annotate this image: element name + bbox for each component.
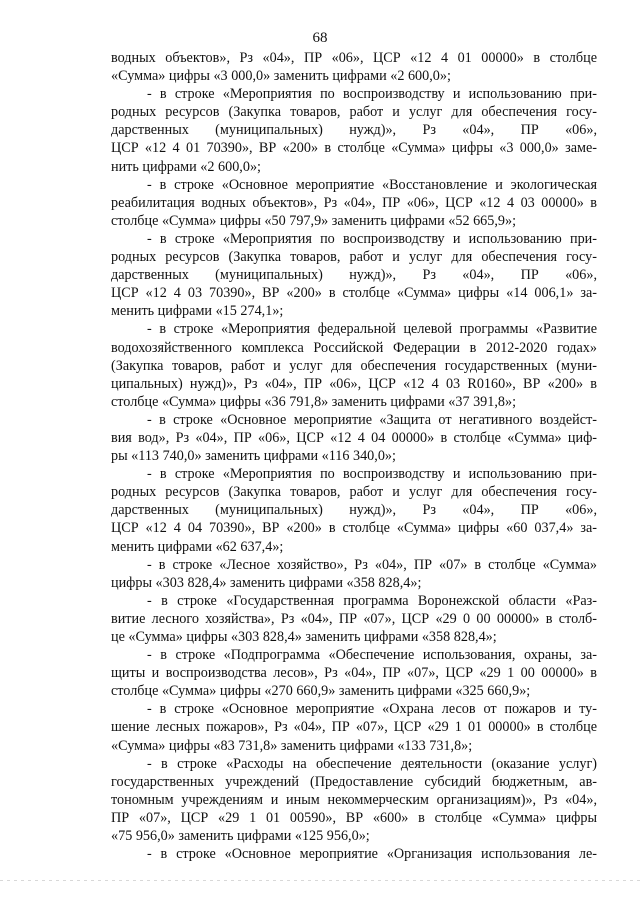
text-line: - в строке «Основное мероприятие «Защита от негативного воздейст- xyxy=(147,411,597,428)
text-line: - в строке «Лесное хозяйство», Рз «04», ПР «07» в столбце «Сумма» xyxy=(147,556,597,573)
text-line: - в строке «Государственная программа Воронежской области «Раз- xyxy=(147,592,597,609)
text-line: реабилитация водных объектов», Рз «04», ПР «06», ЦСР «12 4 03 00000» в xyxy=(111,194,597,211)
text-line: «75 956,0» заменить цифрами «125 956,0»; xyxy=(111,828,370,845)
text-line: родных ресурсов (Закупка товаров, работ и услуг для обеспечения госу- xyxy=(111,484,597,501)
text-line: ципальных) нужд)», Рз «04», ПР «06», ЦСР «12 4 03 R0160», ВР «200» в xyxy=(111,375,597,392)
text-line: - в строке «Мероприятия федеральной целевой программы «Развитие xyxy=(147,321,597,338)
text-line: ЦСР «12 4 04 70390», ВР «200» в столбце «Сумма» цифры «60 037,4» за- xyxy=(111,520,597,537)
text-line: (Закупка товаров, работ и услуг для обеспечения государственных (муни- xyxy=(111,357,597,374)
text-line: дарственных (муниципальных) нужд)», Рз «04», ПР «06», xyxy=(111,122,597,139)
body-text xyxy=(111,49,597,863)
text-line: ПР «07», ЦСР «29 1 01 00590», ВР «600» в столбце «Сумма» цифры xyxy=(111,809,597,826)
text-line: водохозяйственного комплекса Российской Федерации в 2012-2020 годах» xyxy=(111,339,597,356)
text-line: столбце «Сумма» цифры «270 660,9» заменить цифрами «325 660,9»; xyxy=(111,683,531,700)
text-line: нить цифрами «2 600,0»; xyxy=(111,158,261,175)
scan-artifact-line xyxy=(0,880,640,881)
text-line: менить цифрами «15 274,1»; xyxy=(111,303,284,320)
text-line: - в строке «Мероприятия по воспроизводству и использованию при- xyxy=(147,230,597,247)
text-line: дарственных (муниципальных) нужд)», Рз «04», ПР «06», xyxy=(111,267,597,284)
text-line: - в строке «Расходы на обеспечение деятельности (оказание услуг) xyxy=(147,755,597,772)
text-line: водных объектов», Рз «04», ПР «06», ЦСР «12 4 01 00000» в столбце xyxy=(111,50,597,66)
text-line: ЦСР «12 4 01 70390», ВР «200» в столбце «Сумма» цифры «3 000,0» заме- xyxy=(111,140,597,157)
text-line: ЦСР «12 4 03 70390», ВР «200» в столбце «Сумма» цифры «14 006,1» за- xyxy=(111,285,597,302)
text-line: столбце «Сумма» цифры «36 791,8» заменить цифрами «37 391,8»; xyxy=(111,393,517,410)
text-line: государственных учреждений (Предоставление субсидий бюджетным, ав- xyxy=(111,773,597,790)
page-number: 68 xyxy=(312,30,328,46)
text-line: цифры «303 828,4» заменить цифрами «358 828,4»; xyxy=(111,574,422,591)
text-line: - в строке «Основное мероприятие «Восстановление и экологическая xyxy=(147,176,597,193)
text-line: родных ресурсов (Закупка товаров, работ и услуг для обеспечения госу- xyxy=(111,104,597,121)
text-line: родных ресурсов (Закупка товаров, работ и услуг для обеспечения госу- xyxy=(111,249,597,266)
text-line: витие лесного хозяйства», Рз «04», ПР «07», ЦСР «29 0 00 00000» в столб- xyxy=(111,610,597,627)
text-line: - в строке «Основное мероприятие «Организация использования ле- xyxy=(147,846,597,863)
text-line: - в строке «Мероприятия по воспроизводству и использованию при- xyxy=(147,466,597,483)
text-line: ры «113 740,0» заменить цифрами «116 340,0»; xyxy=(111,448,396,465)
text-line: вия вод», Рз «04», ПР «06», ЦСР «12 4 04 00000» в столбце «Сумма» циф- xyxy=(111,429,597,446)
text-line: тономным учреждениям и иным некоммерческим организациям)», Рз «04», xyxy=(111,791,597,808)
text-line: шение лесных пожаров», Рз «04», ПР «07», ЦСР «29 1 01 00000» в столбце xyxy=(111,719,597,736)
text-line: - в строке «Подпрограмма «Обеспечение использования, охраны, за- xyxy=(147,647,597,664)
text-line: «Сумма» цифры «3 000,0» заменить цифрами «2 600,0»; xyxy=(111,68,451,85)
text-line: - в строке «Мероприятия по воспроизводству и использованию при- xyxy=(147,86,597,103)
text-line: менить цифрами «62 637,4»; xyxy=(111,538,284,555)
text-line: дарственных (муниципальных) нужд)», Рз «04», ПР «06», xyxy=(111,502,597,519)
text-line: «Сумма» цифры «83 731,8» заменить цифрами «133 731,8»; xyxy=(111,737,473,754)
text-line: щиты и воспроизводства лесов», Рз «04», ПР «07», ЦСР «29 1 00 00000» в xyxy=(111,665,597,682)
text-line: це «Сумма» цифры «303 828,4» заменить цифрами «358 828,4»; xyxy=(111,629,497,645)
text-line: - в строке «Основное мероприятие «Охрана лесов от пожаров и ту- xyxy=(147,701,597,718)
text-line: столбце «Сумма» цифры «50 797,9» заменить цифрами «52 665,9»; xyxy=(111,212,517,229)
